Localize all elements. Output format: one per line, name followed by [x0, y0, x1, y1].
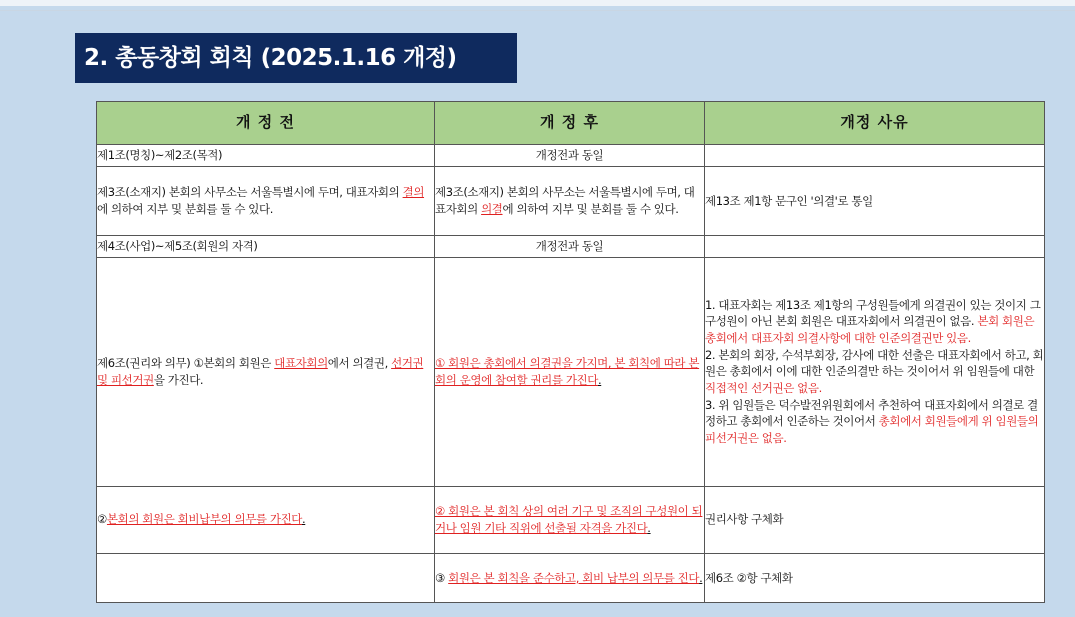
table-row [97, 553, 1045, 602]
cell-text: 제1조(명칭)~제2조(목적) [97, 148, 223, 163]
highlight-text: 직접적인 선거권은 없음. [705, 380, 822, 395]
header-reason: 개정 사유 [705, 102, 1045, 145]
highlight-text: 회원은 본 회칙을 준수하고, 회비 납부의 의무를 진다 [448, 570, 700, 585]
cell-text: 제6조 ②항 구체화 [705, 570, 793, 585]
top-divider [0, 10, 1075, 11]
table-header-row [97, 102, 1045, 145]
cell-before [97, 553, 435, 602]
highlight-text: 선거권 및 피선거권 [97, 355, 424, 387]
cell-reason [705, 553, 1045, 602]
cell-text: ② [97, 512, 107, 527]
highlight-text: ① 회원은 총회에서 의결권을 가지며, 본 회칙에 따라 본 회의 운영에 참여할 권리를 가진다 [435, 355, 700, 387]
cell-text: . [699, 570, 703, 585]
cell-text: 제3조(소재지) 본회의 사무소는 서울특별시에 두며, 대표자회의 [97, 185, 403, 200]
cell-text: 제4조(사업)~제5조(회원의 자격) [97, 238, 258, 253]
cell-after [435, 486, 705, 553]
cell-text: 3. 위 임원들은 덕수발전위원회에서 추천하여 대표자회에서 의결로 결정하고 총회에서 인준하는 것이어서 [705, 397, 1038, 429]
cell-text: 권리사항 구체화 [705, 512, 784, 527]
table-row [97, 257, 1045, 486]
table-row [97, 167, 1045, 235]
cell-text: . [597, 372, 602, 387]
highlight-text: 대표자회의 [274, 355, 328, 370]
highlight-text: 결의 [402, 185, 425, 200]
highlight-text: 의결 [481, 201, 503, 216]
cell-text: 에 의하여 지부 및 분회를 둘 수 있다. [502, 201, 679, 216]
highlight-text: 본회 회원은 총회에서 대표자회 의결사항에 대한 인준의결권만 있음. [705, 314, 1035, 345]
page-title: 2. 총동창회 회칙 (2025.1.16 개정) [75, 33, 517, 83]
cell-before [97, 257, 435, 486]
cell-after [435, 167, 705, 235]
cell-reason [705, 167, 1045, 235]
cell-after [435, 553, 705, 602]
cell-text: 2. 본회의 회장, 수석부회장, 감사에 대한 선출은 대표자회에서 하고, 회원은 총회에서 이에 대한 인준의결만 하는 것이어서 위 임원들에 대한 [705, 347, 1044, 379]
highlight-text: ② 회원은 본 회칙 상의 여러 기구 및 조직의 구성원이 되거나 임원 기타 직위에 선출될 자격을 가진다 [435, 503, 703, 535]
top-bar [0, 0, 1075, 6]
revision-table [96, 101, 1045, 603]
cell-before [97, 167, 435, 235]
cell-text: . [647, 520, 651, 535]
cell-after [435, 145, 705, 167]
table-row [97, 486, 1045, 553]
header-after: 개 정 후 [435, 102, 705, 145]
cell-text: 에서 의결권, [327, 355, 392, 370]
cell-reason [705, 257, 1045, 486]
cell-text: 제3조(소재지) 본회의 사무소는 서울특별시에 두며, 대표자회의 [435, 185, 695, 216]
cell-text: 을 가진다. [153, 372, 204, 387]
cell-before [97, 486, 435, 553]
table-row [97, 145, 1045, 167]
cell-after [435, 257, 705, 486]
cell-text: 개정전과 동일 [535, 238, 604, 253]
cell-text: 제6조(권리와 의무) ①본회의 회원은 [97, 355, 275, 370]
cell-reason [705, 486, 1045, 553]
cell-text: 개정전과 동일 [535, 148, 604, 163]
cell-text: . [302, 512, 306, 527]
cell-text: 제13조 제1항 문구인 '의결'로 통일 [705, 193, 873, 208]
header-before: 개 정 전 [97, 102, 435, 145]
cell-reason [705, 145, 1045, 167]
highlight-text: 총회에서 회원들에게 위 임원들의 피선거권은 없음. [705, 414, 1039, 445]
table-row [97, 235, 1045, 257]
highlight-text: 본회의 회원은 회비납부의 의무를 가진다 [106, 512, 302, 527]
cell-after [435, 235, 705, 257]
cell-before [97, 235, 435, 257]
cell-text: 1. 대표자회는 제13조 제1항의 구성원들에게 의결권이 있는 것이지 그 구성원이 아닌 본회 회원은 대표자회에서 의결권이 없음. [705, 297, 1041, 329]
cell-text: ③ [435, 570, 449, 585]
cell-before [97, 145, 435, 167]
cell-reason [705, 235, 1045, 257]
cell-text: 에 의하여 지부 및 분회를 둘 수 있다. [97, 201, 273, 216]
